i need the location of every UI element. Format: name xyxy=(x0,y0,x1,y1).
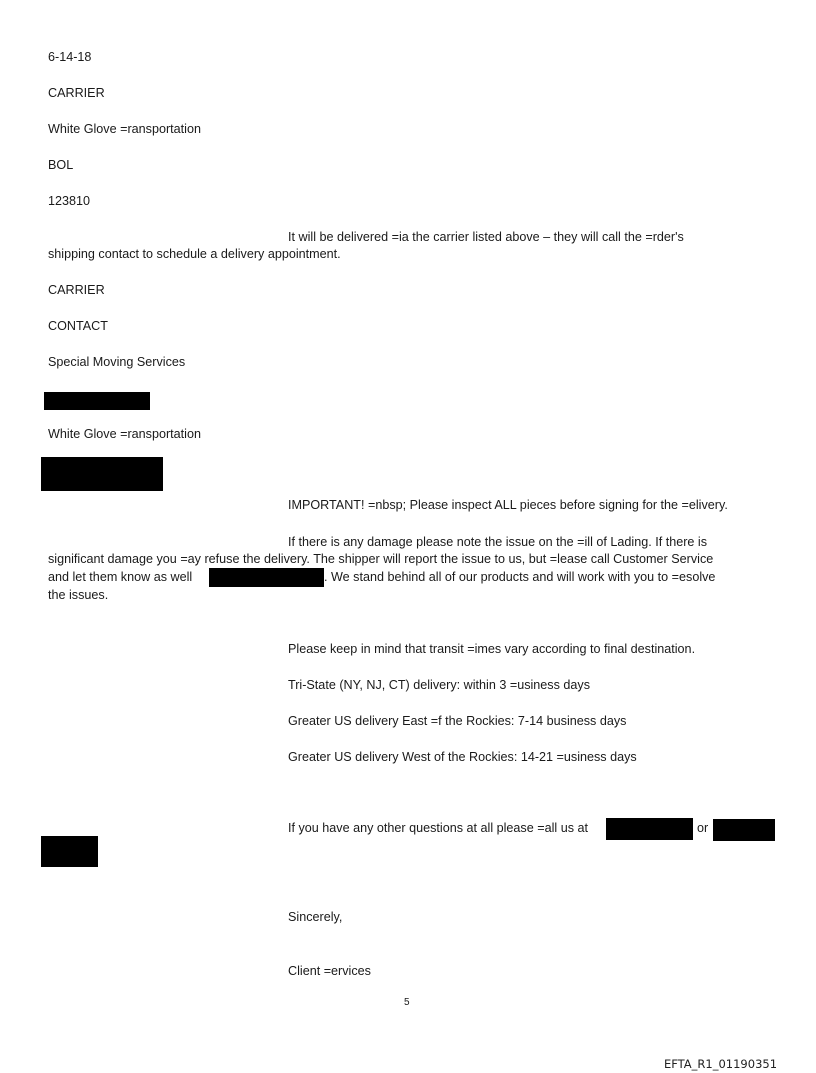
bol-label: BOL xyxy=(48,158,74,172)
carrier-name: White Glove =ransportation xyxy=(48,122,201,136)
damage-line-3a: and let them know as well xyxy=(48,570,193,584)
redaction-box xyxy=(209,568,324,587)
transit-west: Greater US delivery West of the Rockies: 14-21 =usiness days xyxy=(288,750,637,764)
damage-line-3b: . We stand behind all of our products and will work with you to =esolve xyxy=(324,570,716,584)
questions-or: or xyxy=(697,821,709,835)
redaction-box xyxy=(41,836,98,867)
date: 6-14-18 xyxy=(48,50,92,64)
damage-line-1: If there is any damage please note the issue on the =ill of Lading. If there is xyxy=(288,535,708,549)
delivery-line-1: It will be delivered =ia the carrier listed above – they will call the =rder's xyxy=(288,230,684,244)
important-notice: IMPORTANT! =nbsp; Please inspect ALL pieces before signing for the =elivery. xyxy=(288,498,728,512)
transit-east: Greater US delivery East =f the Rockies: 7-14 business days xyxy=(288,714,627,728)
contacts-contact-label: CONTACT xyxy=(48,319,108,333)
sincerely: Sincerely, xyxy=(288,910,343,924)
damage-line-2: significant damage you =ay refuse the delivery. The shipper will report the issue to us, but =lease call Customer Service xyxy=(48,552,714,566)
redaction-box xyxy=(44,392,150,410)
redaction-box xyxy=(713,819,775,841)
contacts-carrier-label: CARRIER xyxy=(48,283,105,297)
carrier-label: CARRIER xyxy=(48,86,105,100)
redaction-box xyxy=(41,457,163,491)
redaction-box xyxy=(606,818,693,840)
page-number: 5 xyxy=(404,997,410,1008)
questions-text: If you have any other questions at all please =all us at xyxy=(288,821,588,835)
transit-tristate: Tri-State (NY, NJ, CT) delivery: within 3 =usiness days xyxy=(288,678,590,692)
damage-line-4: the issues. xyxy=(48,588,109,602)
bol-number: 123810 xyxy=(48,194,91,208)
signature: Client =ervices xyxy=(288,964,371,978)
transit-intro: Please keep in mind that transit =imes vary according to final destination. xyxy=(288,642,696,656)
service-name: Special Moving Services xyxy=(48,355,186,369)
document-id: EFTA_R1_01190351 xyxy=(664,1057,778,1071)
delivery-line-2: shipping contact to schedule a delivery appointment. xyxy=(48,247,341,261)
contacts-carrier-name: White Glove =ransportation xyxy=(48,427,201,441)
